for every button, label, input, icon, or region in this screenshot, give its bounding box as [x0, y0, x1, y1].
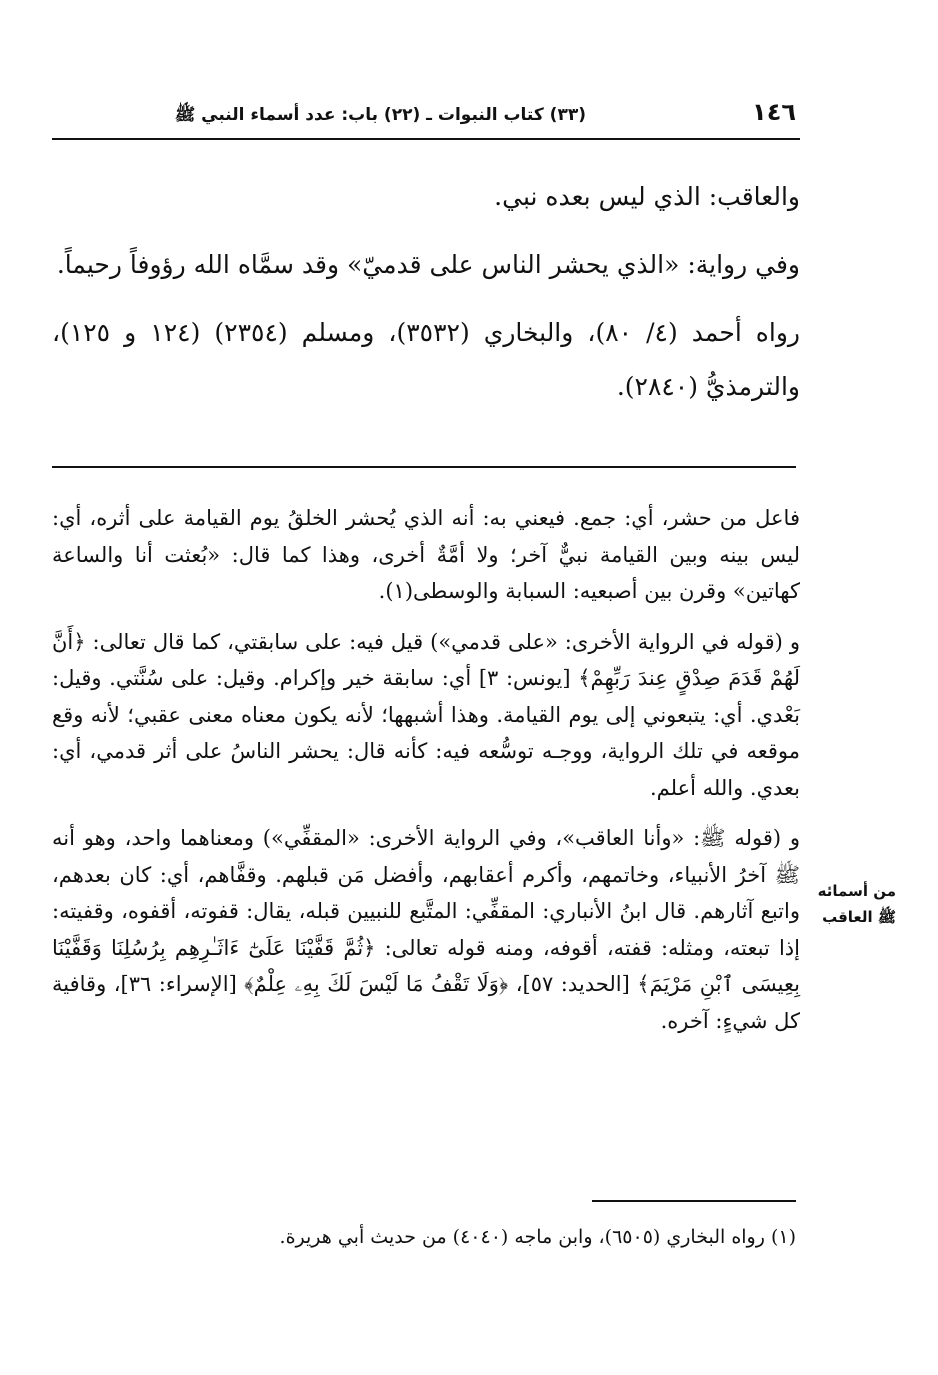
commentary-paragraph: و (قوله ﷺ: «وأنا العاقب»، وفي الرواية الأخرى: «المقفِّي») ومعناهما واحد، وهو أنه ﷺ آخرُ الأنبياء، وخاتمهم، وأكرم أعقابهم، وأفضل مَن قبلهم. وقفَّاهم، أي: كان بعدهم، واتبع آثارهم. قال ابنُ الأنباري: المقفِّي: المتَّبع للنبيين قبله، يقال: قفوته، أقفوه، وقفيته: إذا تبعته، ومثله: قفته، أقوفه، ومنه قوله تعالى: ﴿ثُمَّ قَفَّيْنَا عَلَىٰٓ ءَاثَـٰرِهِم بِرُسُلِنَا وَقَفَّيْنَا بِعِيسَى ٱبْنِ مَرْيَمَ﴾ [الحديد: ٥٧]، ﴿وَلَا تَقْفُ مَا لَيْسَ لَكَ بِهِۦ عِلْمٌ﴾ [الإسراء: ٣٦]، وقافية كل شيءٍ: آخره. — [52, 826, 800, 1033]
hadith-paragraph: والعاقب: الذي ليس بعده نبي. — [494, 182, 800, 211]
hadith-paragraph: وفي رواية: «الذي يحشر الناس على قدميّ» وقد سمَّاه الله رؤوفاً رحيماً. — [56, 250, 800, 279]
footnote-divider — [592, 1200, 796, 1202]
header-divider — [52, 138, 800, 140]
hadith-citation: رواه أحمد (٤/ ٨٠)، والبخاري (٣٥٣٢)، ومسلم (٢٣٥٤) (١٢٤ و ١٢٥)، والترمذيُّ (٢٨٤٠). — [52, 318, 800, 401]
running-head: (٣٣) كتاب النبوات ـ (٢٢) باب: عدد أسماء النبي ﷺ — [174, 105, 586, 125]
hadith-text — [52, 170, 800, 428]
commentary-paragraph: فاعل من حشر، أي: جمع. فيعني به: أنه الذي يُحشر الخلقُ يوم القيامة على أثره، أي: ليس بينه وبين القيامة نبيٌّ آخر؛ ولا أمَّةٌ أخرى، وهذا كما قال: «بُعثت أنا والساعة كهاتين» وقرن بين أصبعيه: السبابة والوسطى(١). — [52, 506, 800, 603]
page-number: ١٤٦ — [752, 98, 796, 126]
page-header — [52, 98, 796, 132]
commentary-paragraph: و (قوله في الرواية الأخرى: «على قدمي») قيل فيه: على سابقتي، كما قال تعالى: ﴿أَنَّ لَهُمْ قَدَمَ صِدْقٍ عِندَ رَبِّهِمْ﴾ [يونس: ٣] أي: سابقة خير وإكرام. وقيل: على سُنَّتي. وقيل: بَعْدي. أي: يتبعوني إلى يوم القيامة. وهذا أشبهها؛ لأنه يكون معناه معنى عقبي؛ لأنه وقع موقعه في تلك الرواية، ووجـه توسُّعه فيه: كأنه قال: يحشر الناسُ على أثر قدمي، أي: بعدي. والله أعلم. — [52, 629, 800, 800]
footnote: (١) رواه البخاري (٦٥٠٥)، وابن ماجه (٤٠٤٠) من حديث أبي هريرة. — [279, 1226, 796, 1248]
section-divider — [52, 466, 796, 468]
commentary-text — [52, 500, 800, 1053]
margin-note: من أسمائه ﷺ العاقب — [817, 882, 896, 926]
